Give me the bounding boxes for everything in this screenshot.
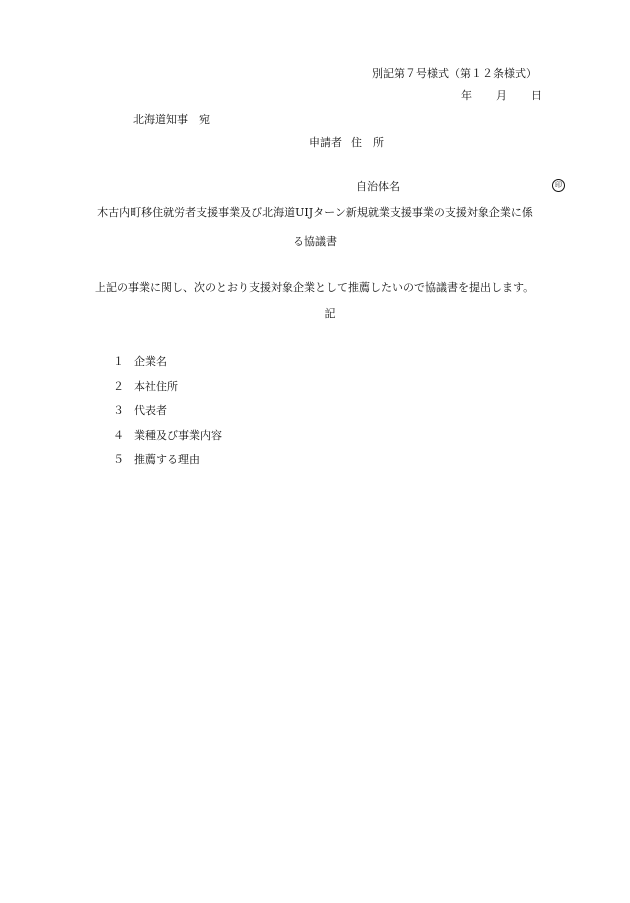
item-number: ２ [113,379,124,393]
seal-mark: 印 [552,179,565,192]
document-title-line1: 木古内町移住就労者支援事業及び北海道UIJターン新規就業支援事業の支援対象企業に係 [97,206,533,219]
addressee: 北海道知事 宛 [133,113,210,126]
address-label: 住 所 [351,136,384,149]
item-label: 業種及び事業内容 [134,428,222,442]
item-label: 本社住所 [134,379,178,393]
item-label: 代表者 [134,404,167,417]
item-number: １ [113,355,124,368]
list-item [113,404,222,429]
list-item [113,380,222,405]
municipality-label: 自治体名 [356,180,400,193]
applicant-label: 申請者 [309,136,342,149]
item-number: ３ [113,404,124,417]
ki-heading: 記 [324,307,336,320]
item-number: ５ [113,453,124,466]
item-label: 企業名 [134,355,167,368]
list-item [113,429,222,454]
date-day: 日 [531,89,542,102]
list-item [113,453,222,478]
document-title-line2: る協議書 [293,235,337,248]
body-paragraph: 上記の事業に関し、次のとおり支援対象企業として推薦したいので協議書を提出します。 [95,281,535,294]
date-line [461,89,542,103]
item-label: 推薦する理由 [134,453,200,466]
item-list [113,355,222,478]
list-item [113,355,222,380]
form-number: 別記第７号様式（第１２条様式） [372,67,537,80]
date-year: 年 [461,89,472,102]
date-month: 月 [496,89,507,102]
applicant-address-line [309,136,384,150]
item-number: ４ [113,428,124,442]
